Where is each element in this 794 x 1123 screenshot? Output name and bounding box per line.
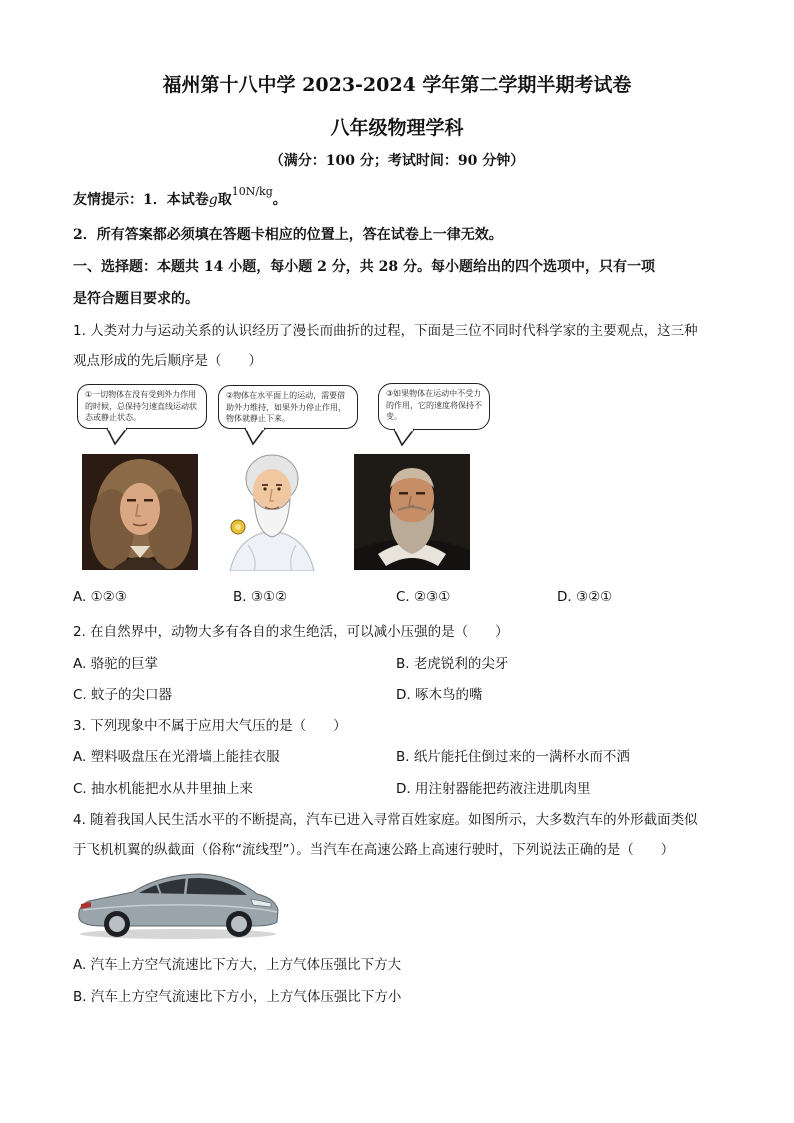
- q3-option-c[interactable]: C. 抽水机能把水从井里抽上来: [73, 781, 254, 797]
- q3-stem: 3. 下列现象中不属于应用大气压的是（ ）: [73, 718, 347, 734]
- tip-take: 取: [217, 192, 232, 208]
- q1-stem-line-2: 观点形成的先后顺序是（ ）: [73, 353, 262, 369]
- speech-bubble-3-tail: [392, 428, 422, 448]
- q1-option-b[interactable]: B. ③①②: [233, 589, 288, 605]
- speech-bubble-2: ②物体在水平面上的运动，需要借助外力维持，如果外力停止作用，物体就静止下来。: [218, 385, 358, 429]
- q2-option-d[interactable]: D. 啄木鸟的嘴: [396, 687, 483, 703]
- aristotle-portrait: [218, 449, 326, 571]
- q3-option-b[interactable]: B. 纸片能托住倒过来的一满杯水而不洒: [396, 749, 630, 765]
- speech-bubble-3: ③如果物体在运动中不受力的作用，它的速度将保持不变。: [378, 383, 490, 430]
- q2-option-c[interactable]: C. 蚊子的尖口器: [73, 687, 173, 703]
- q1-option-d[interactable]: D. ③②①: [557, 589, 613, 605]
- tip-line-2: 2．所有答案都必须填在答题卡相应的位置上，答在试卷上一律无效。: [73, 227, 503, 243]
- q4-stem-line-1: 4. 随着我国人民生活水平的不断提高，汽车已进入寻常百姓家庭。如图所示，大多数汽车的外形截面类似: [73, 812, 698, 828]
- sedan-car-image: [75, 868, 281, 940]
- q4-option-b[interactable]: B. 汽车上方空气流速比下方小，上方气体压强比下方小: [73, 989, 402, 1005]
- q2-stem: 2. 在自然界中，动物大多有各自的求生绝活，可以减小压强的是（ ）: [73, 624, 509, 640]
- tip-line-1: [73, 185, 287, 209]
- q3-option-d[interactable]: D. 用注射器能把药液注进肌肉里: [396, 781, 591, 797]
- q1-option-a[interactable]: A. ①②③: [73, 589, 127, 605]
- q3-option-a[interactable]: A. 塑料吸盘压在光滑墙上能挂衣服: [73, 749, 280, 765]
- q4-stem-line-2: 于飞机机翼的纵截面（俗称“流线型”）。当汽车在高速公路上高速行驶时，下列说法正确的是（ ）: [73, 842, 675, 858]
- q1-option-c[interactable]: C. ②③①: [396, 589, 451, 605]
- q4-option-a[interactable]: A. 汽车上方空气流速比下方大，上方气体压强比下方大: [73, 957, 402, 973]
- tip-g-symbol: g: [208, 192, 218, 208]
- q2-option-a[interactable]: A. 骆驼的巨掌: [73, 656, 159, 672]
- tip-end: 。: [272, 192, 287, 208]
- q1-stem-line-1: 1. 人类对力与运动关系的认识经历了漫长而曲折的过程，下面是三位不同时代科学家的主要观点，这三种: [73, 323, 698, 339]
- galileo-portrait: [354, 454, 470, 570]
- section-heading-2: 是符合题目要求的。: [73, 291, 199, 307]
- speech-bubble-1-tail: [105, 427, 135, 447]
- tip-prefix: 友情提示：1．本试卷: [73, 192, 209, 208]
- exam-info: （满分：100 分；考试时间：90 分钟）: [269, 153, 525, 169]
- newton-portrait: [82, 454, 198, 570]
- q2-option-b[interactable]: B. 老虎锐利的尖牙: [396, 656, 509, 672]
- section-heading-1: 一、选择题：本题共 14 小题，每小题 2 分，共 28 分。每小题给出的四个选项中，只有一项: [73, 259, 655, 275]
- tip-unit: 10N/kg: [231, 185, 273, 198]
- exam-subtitle: 八年级物理学科: [330, 117, 464, 139]
- speech-bubble-2-tail: [243, 427, 273, 447]
- exam-title: 福州第十八中学 2023-2024 学年第二学期半期考试卷: [162, 74, 632, 96]
- speech-bubble-1: ①一切物体在没有受到外力作用的时候，总保持匀速直线运动状态或静止状态。: [77, 384, 207, 429]
